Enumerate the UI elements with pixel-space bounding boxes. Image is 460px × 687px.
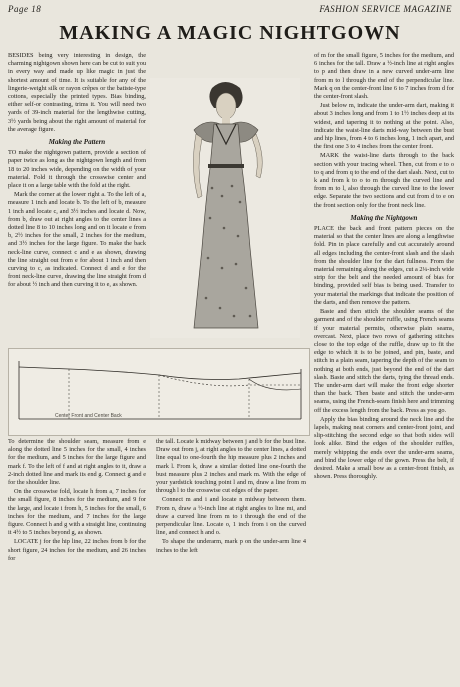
bottom-middle-paragraph-2: Connect m and i and locate n midway between them. From n, draw a ½-inch line at right angles to line mi, and draw a curved line from m to i through the end of the perpendicular line. Locate o, 1 inch from i on the curved line, and connect h and o. xyxy=(156,496,306,537)
bottom-middle-paragraph-3: To shape the underarm, mark p on the under-arm line 4 inches to the left xyxy=(156,538,306,554)
page-header xyxy=(0,0,460,16)
right-column xyxy=(314,52,454,684)
bottom-left-paragraph-1: To determine the shoulder seam, measure from e along the dotted line 5 inches for the small, 4 inches for the medium, and 5 inches for the large figure and mark f. To the left of f and at right angles to it, draw a 2-inch dotted line and mark its end g. Connect g and e for the shoulder line. xyxy=(8,438,146,487)
intro-paragraph: BESIDES being very interesting in design, the charming nightgown shown here can be cut to suit you in every way and made up like magic in just the shortest amount of time. It is suitable for any of the lingerie-weight silk or rayon crêpes or the batiste-type cottons, especially the printed types. Bias binding, either self-or contrasting, trims it. You will need two yards of 39-inch material for the lengthwise cutting, 3½ yards being about the right amount of material for the average figure. xyxy=(8,52,146,133)
pattern-label: Center Front and Center Back xyxy=(55,413,122,419)
heading-making-nightgown: Making the Nightgown xyxy=(350,213,418,222)
pattern-paragraph-2: Mark the corner at the lower right a. To the left of a, measure 1 inch and locate b. To the left of b, measure 1 inch and locate c, and 3½ inches and locate d. Now, from b, draw out at right angles to the center lines a dotted line 8 to 10 inches long and on it locate e from b, 2½ inches for the small, 2 inches for the medium, and 3½ inches for the large figure. To make the back neck-line curve, connect c and e as shown, drawing the line straight out from e for about 1 inch and then curving to c, as indicated. Connect d and e for the front neck-line curve, drawing the line straight from d for about ½ inch and then curving it to e, as shown. xyxy=(8,191,146,289)
right-paragraph-6: Apply the bias binding around the neck line and the lapels, making neat corners and center-front joint, and slip-stitching the second edge so that both sides will look alike. Bind the edges of the shoulder ruffles, merely whipping the ends over the under-arm seams, and bind the lower edge of the gown. Press the belt, if desired. Make a small bow as a center-front finish, as shown. Press thoroughly. xyxy=(314,415,454,481)
left-column xyxy=(8,52,146,344)
right-paragraph-2: Just below m, indicate the under-arm dart, making it about 3 inches long and from 1 to 1½ inches deep at its widest, and tapering it to nothing at the point. Also, indicate the waist-line darts mid-way between the bust and hip lines, from 4 to 6 inches long, 1 inch apart, and the first one 3 to 4 inches from the center front. xyxy=(314,102,454,151)
right-paragraph-4: PLACE the back and front pattern pieces on the material so that the center lines are along a lengthwise fold. Pin in place carefully and cut accurately around all edges including the center-front slash and the slash from the shoulder line for the dart fullness. From the material remaining along the edges, cut a 2¼-inch wide strip for the belt and the needed amount of bias for binding, provided self bias is being used. Transfer to your material the markings that indicate the position of the darts, and then remove the pattern. xyxy=(314,225,454,306)
heading-making-pattern: Making the Pattern xyxy=(48,138,106,147)
pattern-drawing xyxy=(9,349,309,435)
pattern-paragraph-1: TO make the nightgown pattern, provide a section of paper twice as long as the nightgown length and from 18 to 20 inches wide, depending on the width of your material. Fold it through the crosswise center and place it on a large table with the fold at the right. xyxy=(8,149,146,190)
bottom-left-column xyxy=(8,438,146,684)
bottom-middle-paragraph-1: the tall. Locate k midway between j and b for the bust line. Draw out from j, at right angles to the center lines, a dotted line equal to one-fourth the hip measure plus 2 inches and mark l. From k, draw a similar dotted line one-fourth the bust measure plus 2 inches and mark m. With the edge of your yardstick touching point l and m, draw a line from m through l to the crosswise cut edges of the paper. xyxy=(156,438,306,495)
nightgown-illustration xyxy=(150,78,300,338)
article-title: MAKING A MAGIC NIGHTGOWN xyxy=(59,22,401,44)
pattern-diagram xyxy=(8,348,310,436)
right-paragraph-5: Baste and then stitch the shoulder seams of the garment and of the shoulder ruffle, using French seams if your material permits, otherwise plain seams, overcast. Next, place two rows of gathering stitches close to the top edge of the ruffle, draw up to fit the edge to which it is to be joined, and pin, baste, and stitch in a plain seam, tapering the depth of the seam to nothing at both ends, just beyond the end of the dart slash. Baste and stitch the darts, tying the thread ends. The under-arm dart will make the front edge shorter than the back. Then baste and stitch the under-arm seams, using the French-seam finish here and trimming off the excess length from the back. Press as you go. xyxy=(314,308,454,414)
magazine-name: FASHION SERVICE MAGAZINE xyxy=(319,4,452,14)
bottom-left-paragraph-3: LOCATE j for the hip line, 22 inches from b for the short figure, 24 inches for the medium, and 26 inches for xyxy=(8,538,146,562)
bottom-left-paragraph-2: On the crosswise fold, locate h from a, 7 inches for the small figure, 8 inches for the medium, and 9 for the large, and locate i from h, 5 inches for the small, 6 inches for the medium, and 7 inches for the large figure. Connect h and g with a straight line, continuing it 4½ to 5 inches beyond g, as shown. xyxy=(8,488,146,537)
page-number: Page 18 xyxy=(8,4,42,14)
right-paragraph-1: of m for the small figure, 5 inches for the medium, and 6 inches for the tall. Draw a ½-inch line at right angles to p and then draw in a new curved under-arm line from m to l through the end of the perpendicular line. Mark q on the center-front line 6 to 7 inches from d for the center-front slash. xyxy=(314,52,454,101)
right-paragraph-3: MARK the waist-line darts through to the back section with your tracing wheel. Then, cut from e to o to q and from q to the end of the dart slash. Next, cut to k and from k to o to m through the curved line and from m to l, also through the curved line to the lower edge. Separate the two sections and cut from d to e on the front section only for the front neck line. xyxy=(314,152,454,209)
bottom-middle-column xyxy=(156,438,306,684)
